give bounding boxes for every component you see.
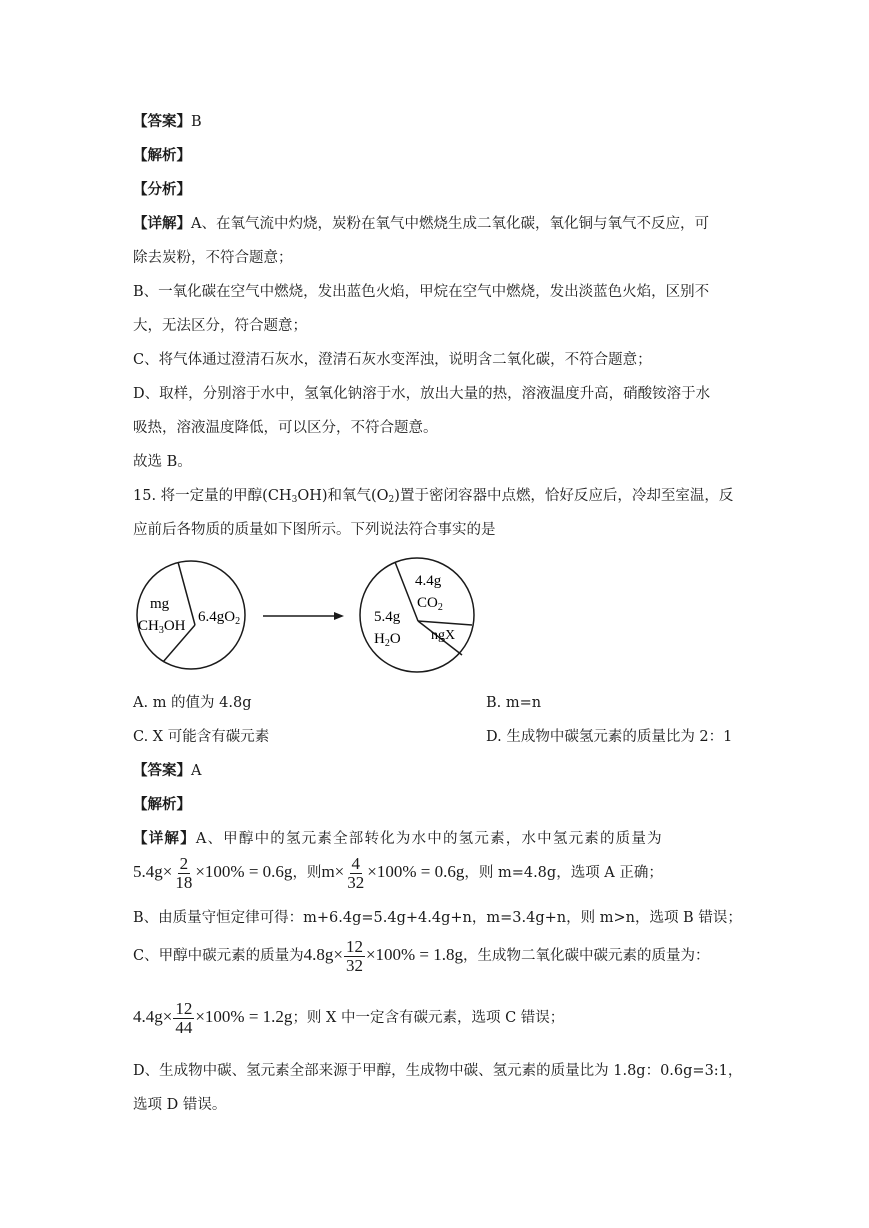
right-h2o-label: $H_2O$ — [374, 631, 401, 649]
stem-part: OH)和氧气(O — [297, 488, 389, 504]
eq3-fraction — [344, 938, 365, 975]
option-b-analysis: B、由质量守恒定律可得：m+6.4g=5.4g+4.4g+n，m=3.4g+n，则 m>n，选项 B 错误； — [133, 910, 742, 926]
option-a: A. m 的值为 4.8g — [133, 695, 252, 711]
eq3-tail: ×100% = 1.8g — [365, 945, 464, 964]
detail-text: A、在氧气流中灼烧，炭粉在氧气中燃烧生成二氧化碳，氧化铜与氧气不反应，可 — [191, 216, 709, 232]
answer-tag: 【答案】 — [133, 762, 191, 779]
eq2-fraction — [345, 855, 366, 892]
eq3-den: 32 — [345, 955, 363, 975]
option-d-analysis-1: D、生成物中碳、氢元素全部来源于甲醇，生成物中碳、氢元素的质量比为 1.8g：0.6g=3:1， — [133, 1063, 743, 1079]
c-lead: C、甲醇中碳元素的质量为 — [133, 948, 304, 964]
eq4-tail: ×100% = 1.2g — [195, 1007, 293, 1026]
analysis-tag: 【解析】 — [133, 796, 191, 813]
detail-line — [133, 214, 709, 234]
eq2-lead: m× — [321, 862, 345, 881]
right-co2-mass: 4.4g — [415, 573, 442, 589]
equation-line-1 — [133, 852, 663, 893]
eq3-lead: 4.8g× — [303, 945, 343, 964]
option-b: B. m=n — [486, 695, 542, 711]
option-c-line: C、将气体通过澄清石灰水，澄清石灰水变浑浊，说明含二氧化碳，不符合题意； — [133, 352, 652, 368]
eq1-fraction — [173, 855, 194, 892]
option-c: C. X 可能含有碳元素 — [133, 729, 270, 745]
eq4-fraction — [173, 1000, 194, 1037]
eq4-num: 12 — [175, 998, 193, 1018]
eq1-num: 2 — [179, 853, 189, 873]
eq2-tail: ×100% = 0.6g — [367, 862, 465, 881]
conclusion: 故选 B。 — [133, 454, 192, 470]
eq1-lead: 5.4g× — [133, 862, 173, 881]
question-stem-line-2: 应前后各物质的质量如下图所示。下列说法符合事实的是 — [133, 522, 496, 538]
option-d-analysis-2: 选项 D 错误。 — [133, 1097, 227, 1113]
option-d: D. 生成物中碳氢元素的质量比为 2：1 — [486, 729, 733, 745]
left-ch3oh-label: $CH_3OH$ — [138, 618, 186, 636]
subscript: 3 — [291, 495, 298, 505]
stem-part: 15. 将一定量的甲醇(CH — [133, 488, 292, 504]
option-b-line-1: B、一氧化碳在空气中燃烧，发出蓝色火焰，甲烷在空气中燃烧，发出淡蓝色火焰，区别不 — [133, 284, 710, 300]
right-h2o-mass: 5.4g — [374, 609, 401, 625]
fenxi-tag: 【分析】 — [133, 181, 191, 198]
answer-line-q14 — [133, 112, 202, 132]
question-stem-line-1 — [133, 486, 733, 510]
detail-line-a — [133, 829, 663, 849]
subscript: 2 — [388, 495, 395, 505]
equation-line-4 — [133, 997, 564, 1038]
left-o2-label: $6.4gO_2$ — [198, 609, 241, 627]
equation-line-3 — [133, 935, 710, 976]
eq3-num: 12 — [345, 936, 363, 956]
answer-value: A — [191, 763, 202, 779]
detail-text: A、甲醇中的氢元素全部转化为水中的氢元素，水中氢元素的质量为 — [195, 831, 663, 847]
detail-tag: 【详解】 — [133, 215, 191, 232]
option-d-line-1: D、取样，分别溶于水中，氢氧化钠溶于水，放出大量的热，溶液温度升高，硝酸铵溶于水 — [133, 386, 711, 402]
option-b-line-2: 大，无法区分，符合题意； — [133, 318, 307, 334]
eq1-mid: ，则 — [292, 865, 322, 881]
arrow-head — [334, 612, 344, 620]
eq2-after: ，则 m=4.8g，选项 A 正确； — [464, 865, 663, 881]
analysis-tag: 【解析】 — [133, 147, 191, 164]
left-mg-label: mg — [150, 596, 170, 612]
eq1-den: 18 — [175, 872, 193, 892]
detail-tag: 【详解】 — [133, 830, 196, 847]
eq2-num: 4 — [351, 853, 360, 873]
right-co2-label: $CO_2$ — [417, 595, 443, 613]
reaction-diagram — [130, 555, 480, 685]
answer-value: B — [191, 114, 202, 130]
eq1-tail: ×100% = 0.6g — [195, 862, 293, 881]
right-ngx-label: ngX — [431, 628, 456, 643]
detail-line-2: 除去炭粉，不符合题意； — [133, 250, 293, 266]
c-after: ，生成物二氧化碳中碳元素的质量为： — [463, 948, 710, 964]
eq2-den: 32 — [347, 872, 365, 892]
eq4-after: ；则 X 中一定含有碳元素，选项 C 错误； — [292, 1010, 565, 1026]
stem-part: )置于密闭容器中点燃，恰好反应后，冷却至室温，反 — [394, 488, 734, 504]
eq4-lead: 4.4g× — [133, 1007, 173, 1026]
option-d-line-2: 吸热，溶液温度降低，可以区分，不符合题意。 — [133, 420, 438, 436]
answer-tag: 【答案】 — [133, 113, 191, 130]
answer-line-q15 — [133, 761, 201, 781]
eq4-den: 44 — [175, 1017, 193, 1037]
